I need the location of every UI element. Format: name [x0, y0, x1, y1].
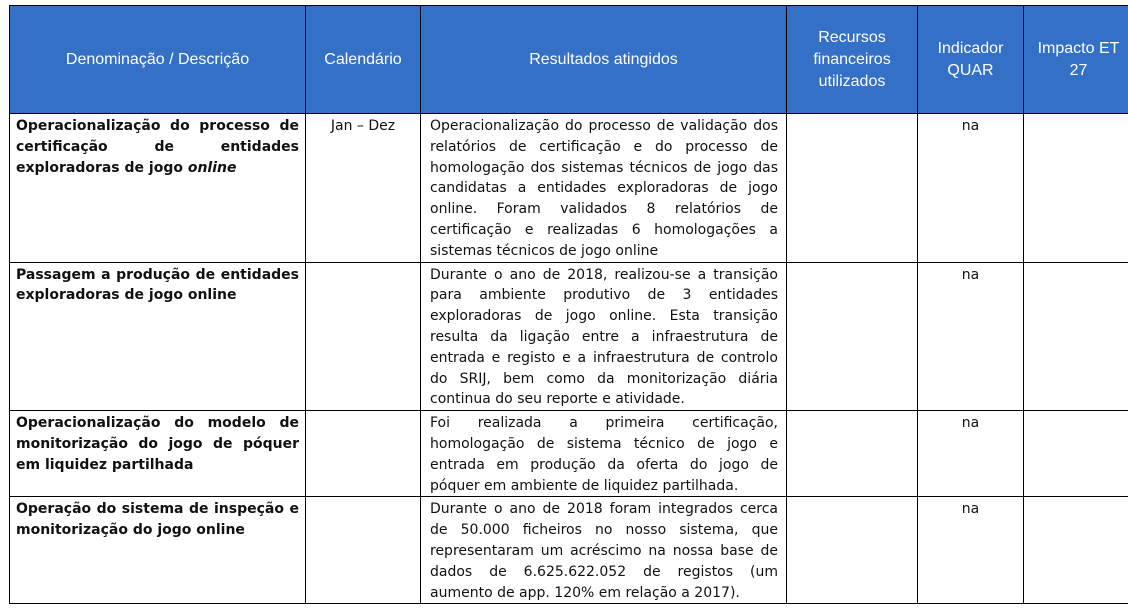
activities-table [9, 5, 1128, 604]
resources-cell [787, 411, 918, 497]
activity-name-cell: Operacionalização do modelo de monitorização do jogo de póquer em liquidez partilhada [10, 411, 306, 497]
header-recursos: Recursos financeiros utilizados [787, 6, 918, 114]
header-resultados: Resultados atingidos [421, 6, 787, 114]
table-row [10, 411, 1128, 497]
calendar-cell [306, 262, 421, 411]
result-cell: Operacionalização do processo de validação dos relatórios de certificação e do processo de homologação dos sistemas técnicos de jogo das candidatas a entidades exploradoras de jogo online. Foram validados 8 relatórios de certificação e realizadas 6 homologações a sistemas técnicos de jogo online [421, 114, 787, 263]
result-cell: Durante o ano de 2018 foram integrados cerca de 50.000 ficheiros no nosso sistema, que representaram um acréscimo na nossa base de dados de 6.625.622.052 de registos (um aumento de app. 120% em relação a 2017). [421, 497, 787, 604]
result-cell: Foi realizada a primeira certificação, homologação de sistema técnico de jogo e entrada em produção da oferta do jogo de póquer em ambiente de liquidez partilhada. [421, 411, 787, 497]
resources-cell [787, 114, 918, 263]
impact-cell [1024, 411, 1128, 497]
indicator-cell: na [918, 497, 1024, 604]
calendar-cell [306, 497, 421, 604]
resources-cell [787, 497, 918, 604]
impact-cell [1024, 114, 1128, 263]
resources-cell [787, 262, 918, 411]
header-indicador: Indicador QUAR [918, 6, 1024, 114]
indicator-cell: na [918, 411, 1024, 497]
result-cell: Durante o ano de 2018, realizou-se a transição para ambiente produtivo de 3 entidades exploradoras de jogo online. Esta transição resulta da ligação entre a infraestrutura de entrada e registo e a infraestrutura de controlo do SRIJ, bem como da monitorização diária continua do seu reporte e atividade. [421, 262, 787, 411]
header-calendario: Calendário [306, 6, 421, 114]
activity-name-emphasis: online [187, 159, 237, 176]
table-row [10, 114, 1128, 263]
impact-cell [1024, 497, 1128, 604]
indicator-cell: na [918, 262, 1024, 411]
activity-name-cell: Operação do sistema de inspeção e monitorização do jogo online [10, 497, 306, 604]
activity-name-cell: Passagem a produção de entidades exploradoras de jogo online [10, 262, 306, 411]
calendar-cell: Jan – Dez [306, 114, 421, 263]
indicator-cell: na [918, 114, 1024, 263]
impact-cell [1024, 262, 1128, 411]
calendar-cell [306, 411, 421, 497]
activity-name: Operacionalização do processo de certificação de entidades exploradoras de jogo [16, 118, 299, 176]
header-denominacao: Denominação / Descrição [10, 6, 306, 114]
header-impacto: Impacto ET 27 [1024, 6, 1128, 114]
table-row [10, 497, 1128, 604]
table-header-row [10, 6, 1128, 114]
activity-name-cell [10, 114, 306, 263]
table-row [10, 262, 1128, 411]
